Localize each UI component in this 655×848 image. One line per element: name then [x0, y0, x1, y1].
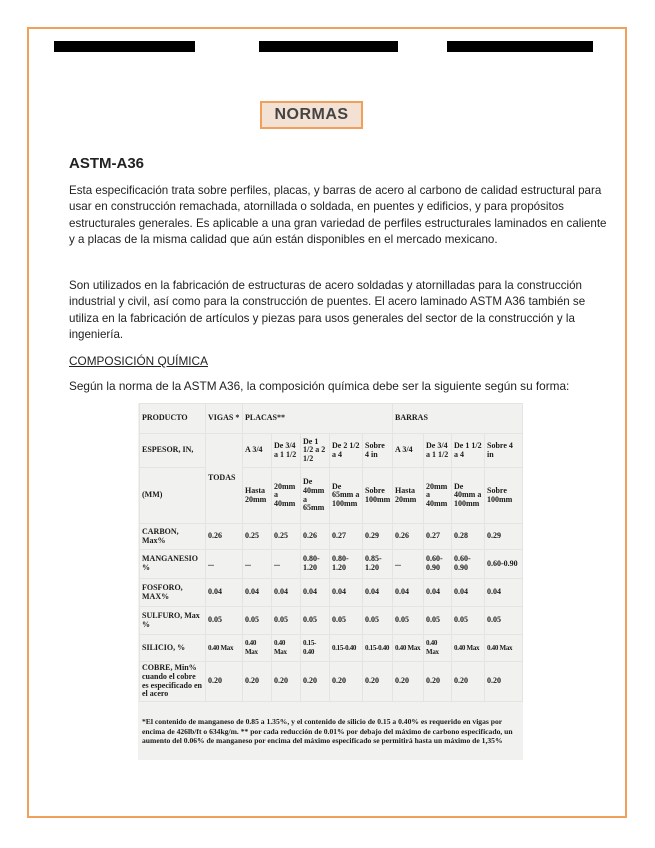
value-cell: 0.05 [206, 607, 243, 635]
value-cell: 0.15-0.40 [363, 635, 393, 662]
value-cell: 0.60-0.90 [452, 550, 485, 579]
espesor-in-cell: De 3/4 a 1 1/2 [272, 434, 301, 468]
value-cell: 0.29 [363, 524, 393, 550]
value-cell: 0.85-1.20 [363, 550, 393, 579]
header-row-mm [140, 468, 523, 524]
value-cell: 0.15-0.40 [330, 635, 363, 662]
value-cell: ... [272, 550, 301, 579]
value-cell: 0.20 [301, 662, 330, 702]
value-cell: 0.05 [330, 607, 363, 635]
value-cell: 0.04 [485, 579, 523, 607]
value-cell: 0.05 [424, 607, 452, 635]
table-row-carbon [140, 524, 523, 550]
value-cell: 0.40 Max [206, 635, 243, 662]
value-cell: 0.40 Max [243, 635, 272, 662]
value-cell: 0.25 [243, 524, 272, 550]
value-cell: 0.05 [393, 607, 424, 635]
value-cell: 0.04 [301, 579, 330, 607]
espesor-in-cell: De 2 1/2 a 4 [330, 434, 363, 468]
table-row-silicio [140, 635, 523, 662]
value-cell: 0.27 [424, 524, 452, 550]
espesor-in-cell: A 3/4 [243, 434, 272, 468]
espesor-in-cell: De 3/4 a 1 1/2 [424, 434, 452, 468]
table-intro: Según la norma de la ASTM A36, la composición química debe ser la siguiente según su forma: [69, 379, 570, 393]
espesor-in-cell: A 3/4 [393, 434, 424, 468]
table-row-cobre [140, 662, 523, 702]
espesor-mm-cell: 20mm a 40mm [424, 468, 452, 524]
header-barras: BARRAS [393, 404, 523, 434]
value-cell: 0.40 Max [424, 635, 452, 662]
value-cell: 0.20 [363, 662, 393, 702]
value-cell: ... [206, 550, 243, 579]
header-espesor: ESPESOR, IN, [140, 434, 206, 468]
espesor-mm-cell: Sobre 100mm [363, 468, 393, 524]
value-cell: 0.04 [330, 579, 363, 607]
espesor-mm-cell: De 40mm a 100mm [452, 468, 485, 524]
value-cell: 0.04 [272, 579, 301, 607]
value-cell: 0.20 [330, 662, 363, 702]
header-row-1 [140, 404, 523, 434]
value-cell: ... [393, 550, 424, 579]
header-vigas: VIGAS * [206, 404, 243, 434]
value-cell: 0.15-0.40 [301, 635, 330, 662]
value-cell: 0.04 [452, 579, 485, 607]
paragraph-uses: Son utilizados en la fabricación de estructuras de acero soldadas y atornilladas para la construcción industrial y civil, así como para la construcción de puentes. El acero laminado ASTM A36 también se utiliza en la fabricación de artículos y piezas para usos generales del sector de la construcción y la ingeniería. [69, 279, 586, 342]
header-todas: TODAS [206, 434, 243, 524]
value-cell: 0.28 [452, 524, 485, 550]
value-cell: 0.20 [452, 662, 485, 702]
value-cell: 0.20 [485, 662, 523, 702]
value-cell: 0.27 [330, 524, 363, 550]
redaction-bar-left [54, 41, 195, 52]
header-placas: PLACAS** [243, 404, 393, 434]
value-cell: 0.25 [272, 524, 301, 550]
header-producto: PRODUCTO [140, 404, 206, 434]
paragraph-intro: Esta especificación trata sobre perfiles, placas, y barras de acero al carbono de calidad estructural para usar en construcción remachada, atornillada o soldada, en puentes y edificios, y para propósitos estructurales generales. Es aplicable a una gran variedad de perfiles estructurales laminados en caliente y a placas de la misma calidad que aún están disponibles en el mercado mexicano. [69, 184, 607, 247]
value-cell: 0.80-1.20 [330, 550, 363, 579]
value-cell: 0.04 [363, 579, 393, 607]
espesor-mm-cell: Hasta 20mm [393, 468, 424, 524]
espesor-in-cell: De 1 1/2 a 4 [452, 434, 485, 468]
espesor-mm-cell: De 65mm a 100mm [330, 468, 363, 524]
row-label: SILICIO, % [140, 635, 206, 662]
table-row-fosforo [140, 579, 523, 607]
section-title: COMPOSICIÓN QUÍMICA [69, 354, 208, 368]
value-cell: 0.04 [393, 579, 424, 607]
espesor-mm-cell: Sobre 100mm [485, 468, 523, 524]
header-mm: (MM) [140, 468, 206, 524]
espesor-mm-cell: Hasta 20mm [243, 468, 272, 524]
value-cell: 0.60-0.90 [424, 550, 452, 579]
table-footnote: *El contenido de manganeso de 0.85 a 1.35%, y el contenido de silicio de 0.15 a 0.40% es requerido en vigas por encima de 426lb/ft o 634kg/m. ** por cada reducción de 0.01% por debajo del máximo de carbono especificado, un aumento del 0.06% de manganeso por encima del máximo especificado se permitirá hasta un máximo de 1,35% [142, 717, 513, 746]
value-cell: 0.05 [301, 607, 330, 635]
espesor-in-cell: De 1 1/2 a 2 1/2 [301, 434, 330, 468]
value-cell: 0.40 Max [452, 635, 485, 662]
value-cell: 0.26 [301, 524, 330, 550]
table-row-manganesio [140, 550, 523, 579]
value-cell: 0.20 [243, 662, 272, 702]
row-label: MANGANESIO % [140, 550, 206, 579]
value-cell: 0.26 [206, 524, 243, 550]
table-row-sulfuro [140, 607, 523, 635]
espesor-in-cell: Sobre 4 in [485, 434, 523, 468]
value-cell: 0.05 [485, 607, 523, 635]
redaction-bar-center [259, 41, 398, 52]
row-label: CARBON, Max% [140, 524, 206, 550]
normas-title: NORMAS [260, 101, 363, 129]
value-cell: 0.20 [206, 662, 243, 702]
value-cell: 0.40 Max [485, 635, 523, 662]
value-cell: 0.05 [363, 607, 393, 635]
value-cell: 0.20 [424, 662, 452, 702]
value-cell: 0.40 Max [272, 635, 301, 662]
standard-title: ASTM-A36 [69, 155, 145, 172]
value-cell: 0.20 [393, 662, 424, 702]
value-cell: 0.05 [243, 607, 272, 635]
header-row-espesor [140, 434, 523, 468]
value-cell: 0.29 [485, 524, 523, 550]
value-cell: 0.04 [243, 579, 272, 607]
espesor-in-cell: Sobre 4 in [363, 434, 393, 468]
value-cell: 0.05 [272, 607, 301, 635]
value-cell: 0.26 [393, 524, 424, 550]
value-cell: 0.40 Max [393, 635, 424, 662]
value-cell: 0.60-0.90 [485, 550, 523, 579]
redaction-bar-right [447, 41, 593, 52]
espesor-mm-cell: 20mm a 40mm [272, 468, 301, 524]
value-cell: 0.04 [206, 579, 243, 607]
value-cell: 0.05 [452, 607, 485, 635]
row-label: FOSFORO, MAX% [140, 579, 206, 607]
composition-table [138, 403, 523, 760]
row-label: COBRE, Min% cuando el cobre es especificado en el acero [140, 662, 206, 702]
row-label: SULFURO, Max % [140, 607, 206, 635]
value-cell: 0.04 [424, 579, 452, 607]
value-cell: 0.20 [272, 662, 301, 702]
value-cell: 0.80-1.20 [301, 550, 330, 579]
value-cell: ... [243, 550, 272, 579]
espesor-mm-cell: De 40mm a 65mm [301, 468, 330, 524]
